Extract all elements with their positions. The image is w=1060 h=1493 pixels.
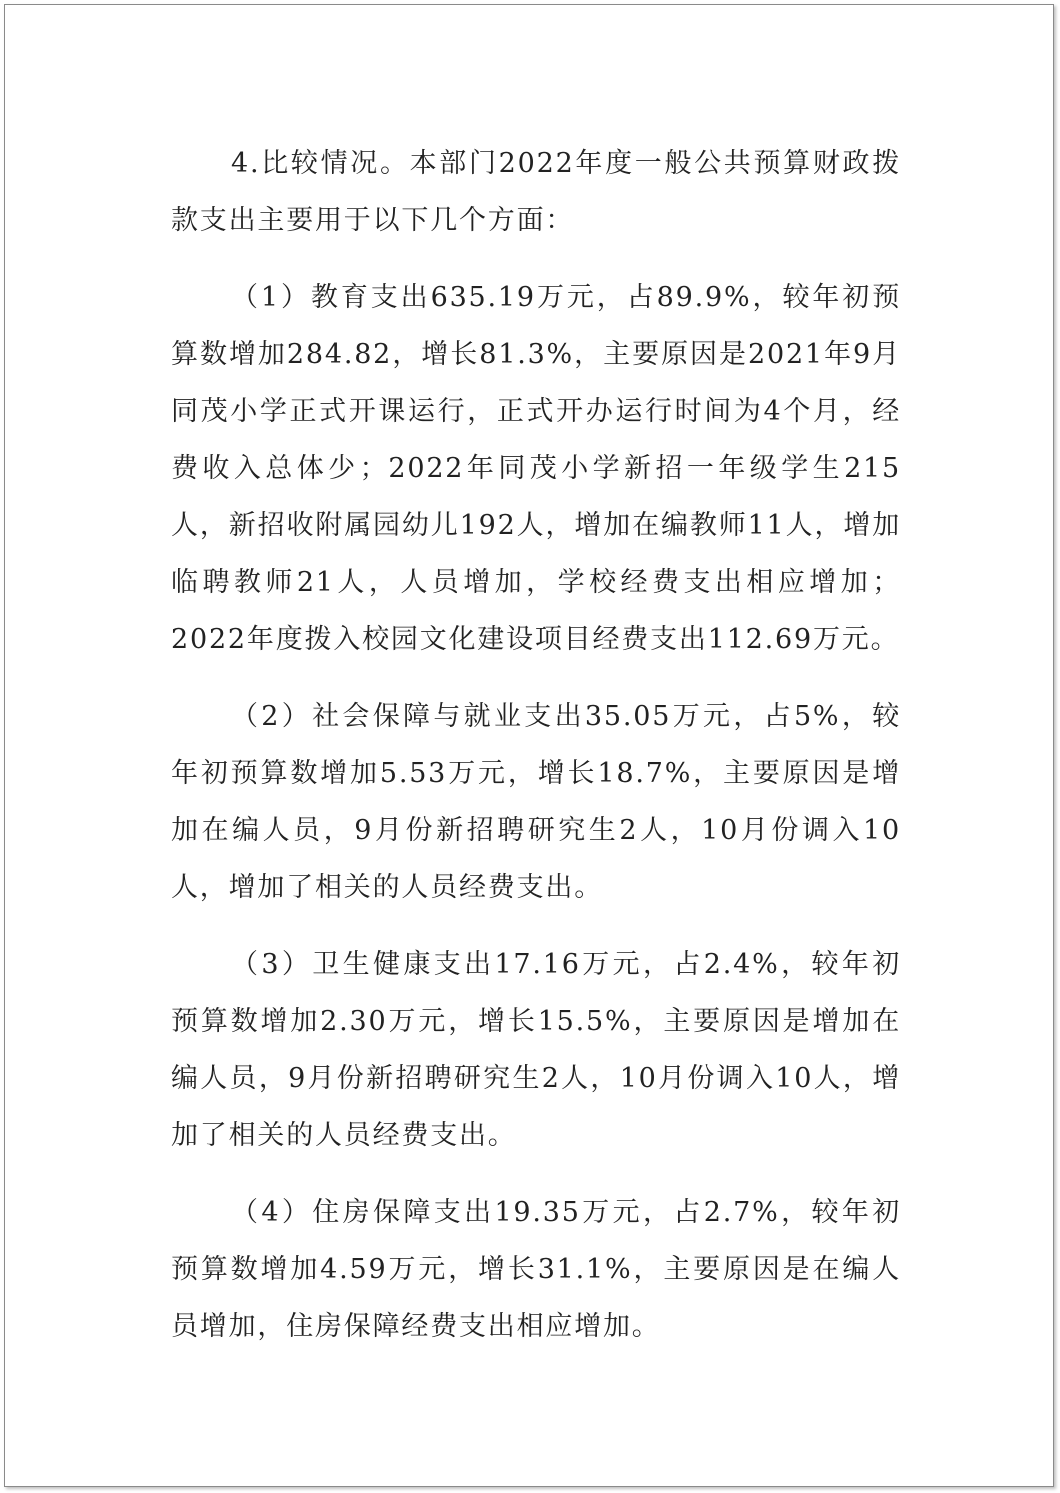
- paragraph-comparison-intro: 4.比较情况。本部门2022年度一般公共预算财政拨款支出主要用于以下几个方面：: [171, 148, 901, 236]
- paragraph-gap: [171, 668, 901, 688]
- paragraph-social-security-expenditure: （2）社会保障与就业支出35.05万元，占5%，较年初预算数增加5.53万元，增长18.7%，主要原因是增加在编人员，9月份新招聘研究生2人，10月份调入10人，增加了相关的人员经费支出。: [171, 701, 901, 903]
- document-page: [4, 4, 1054, 1487]
- document-body: [171, 135, 901, 1355]
- paragraph-education-expenditure: （1）教育支出635.19万元，占89.9%，较年初预算数增加284.82，增长81.3%，主要原因是2021年9月同茂小学正式开课运行，正式开办运行时间为4个月，经费收入总体少；2022年同茂小学新招一年级学生215人，新招收附属园幼儿192人，增加在编教师11人，增加临聘教师21人，人员增加，学校经费支出相应增加；2022年度拨入校园文化建设项目经费支出112.69万元。: [171, 282, 901, 655]
- paragraph-health-expenditure: （3）卫生健康支出17.16万元，占2.4%，较年初预算数增加2.30万元，增长15.5%，主要原因是增加在编人员，9月份新招聘研究生2人，10月份调入10人，增加了相关的人员经费支出。: [171, 949, 901, 1151]
- paragraph-gap: [171, 249, 901, 269]
- paragraph-housing-expenditure: （4）住房保障支出19.35万元，占2.7%，较年初预算数增加4.59万元，增长31.1%，主要原因是在编人员增加，住房保障经费支出相应增加。: [171, 1197, 901, 1342]
- paragraph-gap: [171, 1164, 901, 1184]
- paragraph-gap: [171, 916, 901, 936]
